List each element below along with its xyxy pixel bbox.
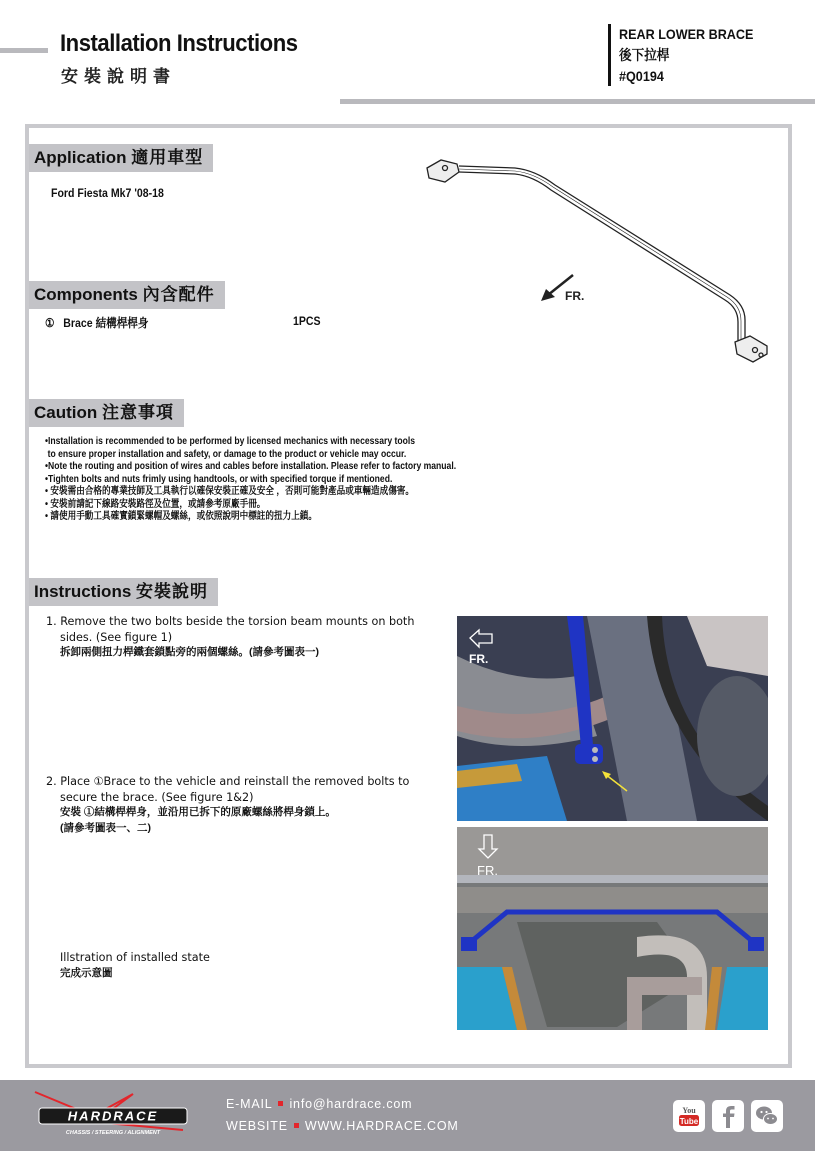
- facebook-icon[interactable]: [712, 1100, 744, 1132]
- bullet-square-icon: [278, 1101, 283, 1106]
- page-title: Installation Instructions: [60, 30, 298, 57]
- bullet-square-icon: [294, 1123, 299, 1128]
- header-bottom-bar: [340, 99, 815, 104]
- figure-2-illustration: [457, 827, 768, 1030]
- footer-website: WEBSITE WWW.HARDRACE.COM: [226, 1119, 459, 1133]
- email-link[interactable]: info@hardrace.com: [289, 1097, 413, 1111]
- caution-line: •Note the routing and position of wires and cables before installation. Please refer to factory manual.: [45, 461, 457, 472]
- caution-line: •Tighten bolts and nuts frimly using handtools, or with specified torque if mentioned.: [45, 473, 393, 485]
- page-subtitle-zh: 安裝說明書: [61, 67, 176, 87]
- svg-text:FR.: FR.: [469, 652, 489, 666]
- footer: [0, 1080, 815, 1151]
- svg-text:CHASSIS / STEERING / ALIGNMENT: CHASSIS / STEERING / ALIGNMENT: [65, 1130, 161, 1136]
- caution-line: •Installation is recommended to be performed by licensed mechanics with necessary tools: [45, 436, 416, 447]
- figure-2-photo: [457, 827, 768, 1030]
- brace-diagram: [415, 150, 785, 365]
- section-heading-caution: Caution 注意事項: [29, 399, 184, 427]
- section-heading-application: Application 適用車型: [29, 144, 213, 172]
- caution-line: • 請使用手動工具確實鎖緊螺帽及螺絲，或依照說明中標註的扭力上鎖。: [45, 511, 318, 522]
- caution-line: to ensure proper installation and safety, or damage to the product or vehicle may occur.: [47, 448, 407, 460]
- component-item: ① Brace 結構桿桿身: [45, 316, 149, 330]
- illustration-caption: Illstration of installed state 完成示意圖: [60, 951, 210, 979]
- product-name: REAR LOWER BRACE: [619, 26, 754, 42]
- header-divider: [608, 24, 611, 86]
- header-left-bar: [0, 48, 48, 53]
- section-heading-instructions: Instructions 安裝說明: [29, 578, 218, 606]
- svg-text:HARDRACE: HARDRACE: [67, 1108, 159, 1124]
- hardrace-logo[interactable]: [33, 1090, 193, 1140]
- svg-text:FR.: FR.: [477, 863, 498, 878]
- product-name-zh: 後下拉桿: [619, 47, 670, 63]
- caution-list: [45, 436, 456, 524]
- caution-line: • 安裝前請記下線路安裝路徑及位置，或請參考原廠手冊。: [45, 498, 266, 510]
- component-qty: 1PCS: [293, 314, 321, 328]
- wechat-icon[interactable]: [751, 1100, 783, 1132]
- figure-1-photo: [457, 616, 768, 821]
- footer-email: E-MAIL info@hardrace.com: [226, 1097, 413, 1111]
- product-info: [619, 24, 753, 87]
- svg-text:FR.: FR.: [565, 289, 585, 303]
- instruction-step-2: 2. Place ①Brace to the vehicle and reinstall the removed bolts to secure the brace. (See figure 1&2) 安裝 ①結構桿桿身，並沿用已拆下的原廠螺絲將桿身鎖上。 (請參考圖表一、二): [46, 775, 410, 834]
- website-link[interactable]: WWW.HARDRACE.COM: [304, 1119, 459, 1133]
- caution-line: • 安裝需由合格的專業技師及工具執行以確保安裝正確及安全 ，否則可能對產品或車輛造成傷害。: [45, 486, 414, 497]
- instruction-step-1: 1. Remove the two bolts beside the torsion beam mounts on both sides. (See figure 1) 拆卸兩側扭力桿鐵套鎖點旁的兩個螺絲。(請參考圖表一): [46, 615, 415, 658]
- part-number: #Q0194: [619, 68, 664, 84]
- vehicle-application: Ford Fiesta Mk7 '08-18: [51, 186, 164, 200]
- section-heading-components: Components 內含配件: [29, 281, 225, 309]
- figure-1-illustration: [457, 616, 768, 821]
- youtube-icon[interactable]: [673, 1100, 705, 1132]
- svg-text:Tube: Tube: [679, 1117, 699, 1126]
- svg-text:You: You: [682, 1106, 696, 1115]
